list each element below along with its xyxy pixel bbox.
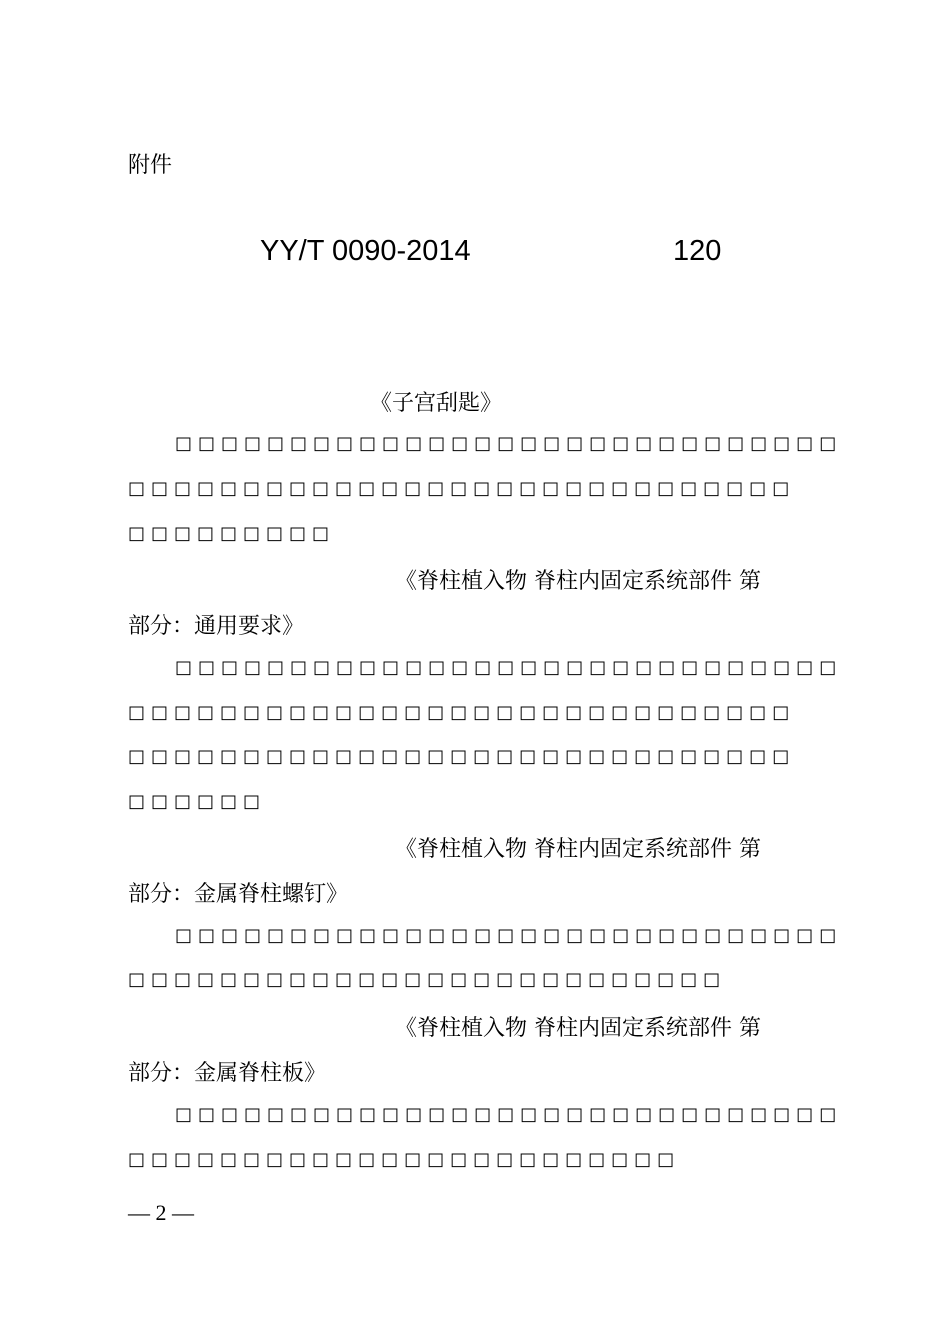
section-title: 《子宫刮匙》 [370, 391, 503, 416]
attachment-label: 附件 [128, 153, 173, 178]
page-number: — 2 — [128, 1200, 194, 1225]
section-title: 《脊柱植入物 脊柱内固定系统部件 第 [395, 1016, 761, 1041]
section-title-continued: 部分：金属脊柱螺钉》 [128, 882, 349, 907]
section-body-line: □□□□□□□□□□□□□□□□□□□□□□□□□□□□□ [128, 746, 796, 767]
section-body-line: □□□□□□□□□□□□□□□□□□□□□□□□□□□□□ [175, 657, 843, 678]
section-body-line: □□□□□□□□□□□□□□□□□□□□□□□□□□□□□ [128, 478, 796, 499]
section-title: 《脊柱植入物 脊柱内固定系统部件 第 [395, 837, 761, 862]
section-body-line: □□□□□□□□□□□□□□□□□□□□□□□□□□ [128, 969, 727, 990]
standard-number: 120 [673, 235, 722, 267]
section-body-line: □□□□□□□□□□□□□□□□□□□□□□□□□□□□□ [175, 433, 843, 454]
section-body-line: □□□□□□□□□□□□□□□□□□□□□□□□□□□□□ [175, 1104, 843, 1125]
section-body-line: □□□□□□ [128, 791, 267, 812]
section-title-continued: 部分：金属脊柱板》 [128, 1061, 327, 1086]
section-body-line: □□□□□□□□□□□□□□□□□□□□□□□□ [128, 1149, 681, 1170]
section-title: 《脊柱植入物 脊柱内固定系统部件 第 [395, 569, 761, 594]
section-title-continued: 部分：通用要求》 [128, 614, 305, 639]
standard-code: YY/T 0090-2014 [260, 235, 471, 267]
section-body-line: □□□□□□□□□□□□□□□□□□□□□□□□□□□□□ [175, 925, 843, 946]
section-body-line: □□□□□□□□□□□□□□□□□□□□□□□□□□□□□ [128, 702, 796, 723]
section-body-line: □□□□□□□□□ [128, 523, 336, 544]
